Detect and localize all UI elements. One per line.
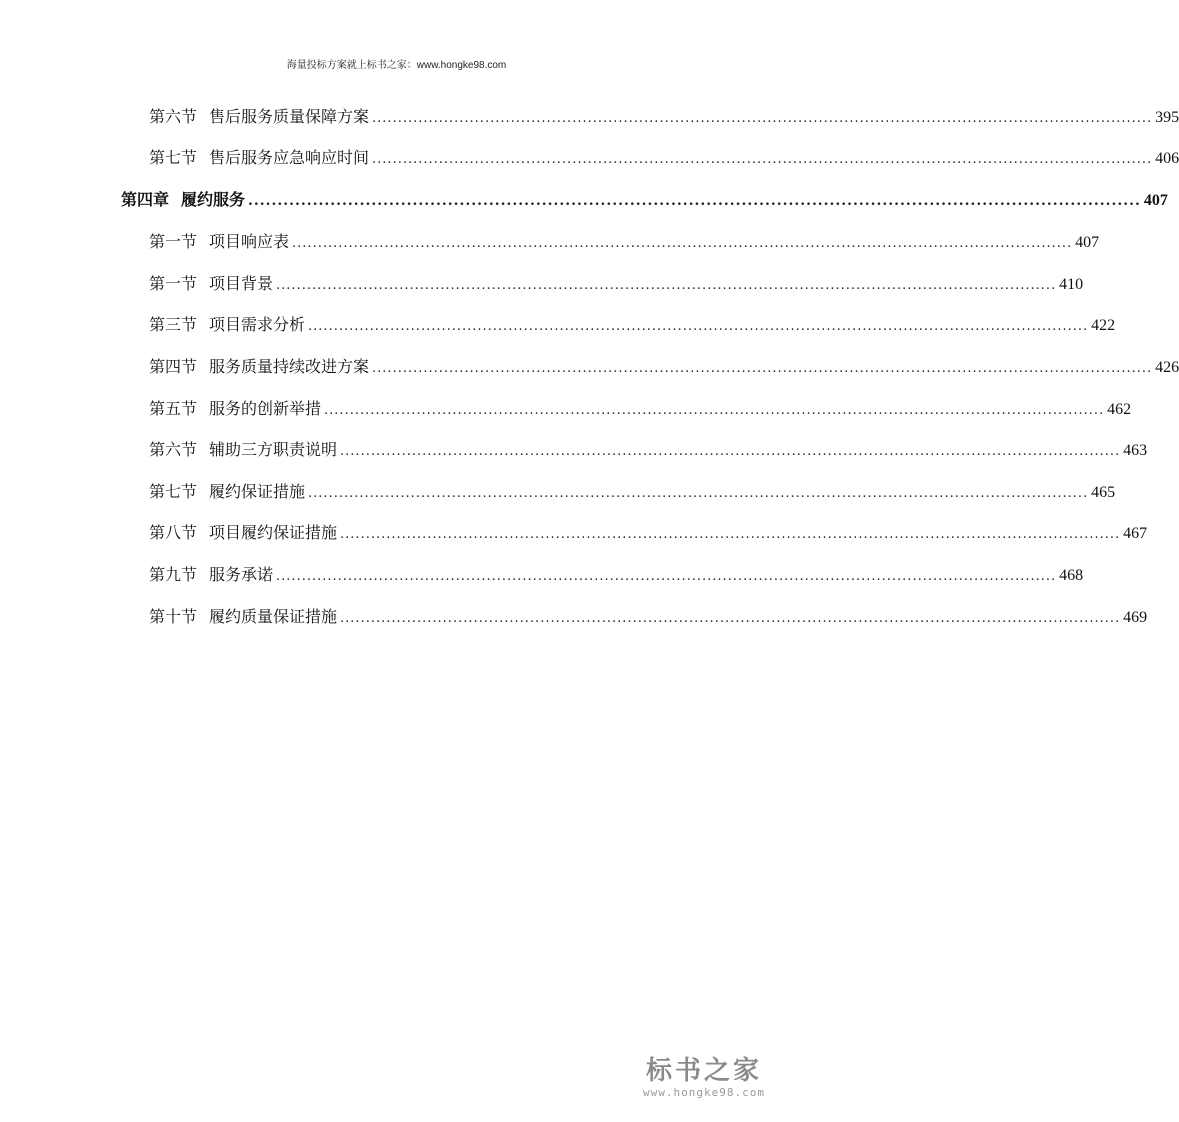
toc-entry-page: 463 [1123, 442, 1148, 459]
toc-entry-number: 第六节 [149, 107, 198, 126]
toc-entry[interactable] [149, 227, 1100, 257]
toc-entry-number: 第八节 [149, 523, 198, 542]
toc-entry-title: 辅助三方职责说明 [209, 440, 338, 459]
toc-dot-leader: ........................................................................................................................................................ [248, 193, 1141, 209]
toc-entry[interactable] [149, 352, 1179, 382]
toc-chapter-entry[interactable] [121, 185, 1168, 215]
toc-entry-title: 履约保证措施 [209, 482, 306, 501]
watermark-url: www.hongke98.com [643, 1086, 765, 1099]
toc-dot-leader: ........................................................................................................................................................ [276, 278, 1057, 293]
toc-entry-page: 462 [1107, 401, 1132, 418]
toc-entry-page: 468 [1059, 567, 1084, 584]
toc-entry-number: 第九节 [149, 565, 198, 584]
toc-entry[interactable] [149, 102, 1179, 132]
toc-entry-page: 406 [1155, 150, 1179, 167]
toc-entry-number: 第四章 [121, 190, 170, 209]
toc-entry-title: 项目背景 [209, 274, 274, 293]
toc-entry-number: 第一节 [149, 274, 198, 293]
toc-entry-number: 第十节 [149, 607, 198, 626]
toc-entry-title: 服务质量持续改进方案 [209, 357, 370, 376]
toc-entry-title: 履约服务 [181, 190, 246, 209]
toc-entry-page: 395 [1155, 109, 1179, 126]
toc-entry[interactable] [149, 269, 1084, 299]
toc-dot-leader: ........................................................................................................................................................ [292, 236, 1073, 251]
toc-entry-title: 项目履约保证措施 [209, 523, 338, 542]
toc-entry[interactable] [149, 518, 1148, 548]
toc-entry-title: 服务的创新举措 [209, 399, 322, 418]
toc-entry[interactable] [149, 394, 1132, 424]
toc-entry-number: 第六节 [149, 440, 198, 459]
toc-dot-leader: ........................................................................................................................................................ [372, 152, 1153, 167]
toc-entry-number: 第四节 [149, 357, 198, 376]
toc-entry-title: 项目需求分析 [209, 315, 306, 334]
toc-entry-page: 422 [1091, 317, 1116, 334]
toc-entry-number: 第七节 [149, 148, 198, 167]
toc-entry-number: 第三节 [149, 315, 198, 334]
toc-dot-leader: ........................................................................................................................................................ [276, 569, 1057, 584]
toc-dot-leader: ........................................................................................................................................................ [308, 319, 1089, 334]
watermark-logo-text: 标书之家 [645, 1056, 762, 1086]
header-text: 海量投标方案就上标书之家： [286, 60, 417, 71]
site-watermark [629, 1056, 779, 1100]
toc-entry[interactable] [149, 143, 1179, 173]
toc-dot-leader: ........................................................................................................................................................ [324, 403, 1105, 418]
toc-entry-title: 售后服务应急响应时间 [209, 148, 370, 167]
toc-entry-number: 第五节 [149, 399, 198, 418]
toc-entry[interactable] [149, 435, 1148, 465]
toc-entry-title: 服务承诺 [209, 565, 274, 584]
toc-entry[interactable] [149, 310, 1116, 340]
toc-entry-page: 467 [1123, 525, 1148, 542]
toc-entry-page: 426 [1155, 359, 1179, 376]
toc-entry[interactable] [149, 602, 1148, 632]
toc-dot-leader: ........................................................................................................................................................ [340, 444, 1121, 459]
toc-dot-leader: ........................................................................................................................................................ [308, 486, 1089, 501]
toc-entry-number: 第一节 [149, 232, 198, 251]
toc-entry-page: 407 [1075, 234, 1100, 251]
toc-entry-page: 410 [1059, 276, 1084, 293]
toc-entry-page: 407 [1143, 192, 1168, 209]
toc-dot-leader: ........................................................................................................................................................ [340, 611, 1121, 626]
toc-entry-page: 469 [1123, 609, 1148, 626]
page-header [0, 56, 793, 71]
toc-entry-number: 第七节 [149, 482, 198, 501]
toc-dot-leader: ........................................................................................................................................................ [340, 527, 1121, 542]
toc-entry-page: 465 [1091, 484, 1116, 501]
toc-entry[interactable] [149, 477, 1116, 507]
toc-entry-title: 售后服务质量保障方案 [209, 107, 370, 126]
header-url[interactable]: www.hongke98.com [416, 60, 507, 71]
toc-dot-leader: ........................................................................................................................................................ [372, 111, 1153, 126]
toc-entry-title: 项目响应表 [209, 232, 290, 251]
toc-dot-leader: ........................................................................................................................................................ [372, 361, 1153, 376]
toc-entry-title: 履约质量保证措施 [209, 607, 338, 626]
toc-entry[interactable] [149, 560, 1084, 590]
